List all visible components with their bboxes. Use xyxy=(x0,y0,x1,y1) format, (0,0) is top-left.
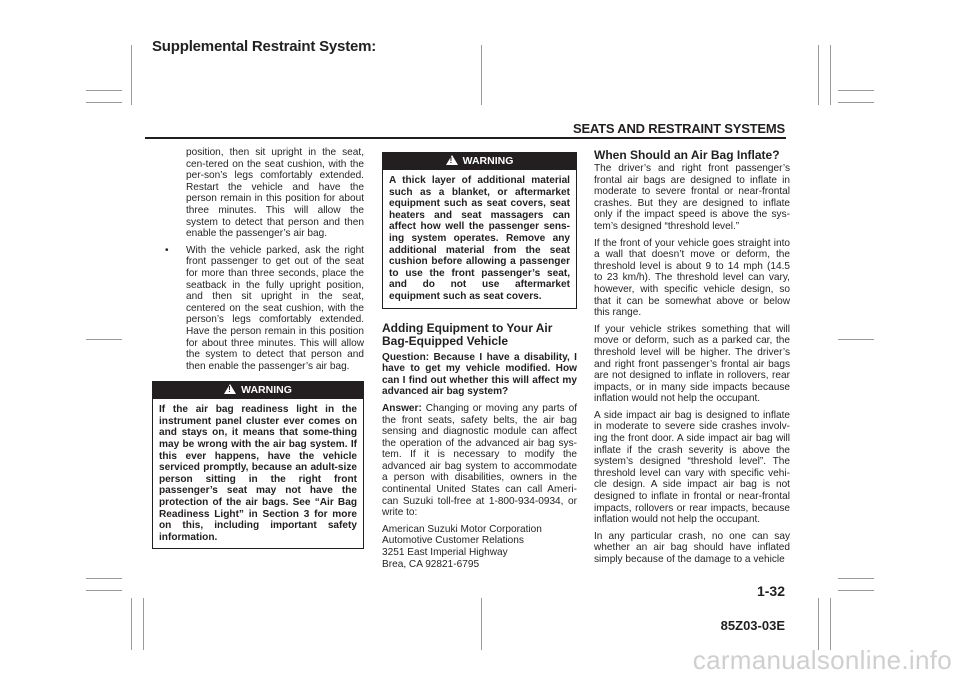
address-line: Automotive Customer Relations xyxy=(382,535,524,547)
site-watermark: carmanualsonline.info xyxy=(692,645,952,675)
warning-text: A thick layer of additional material such as a blanket, or aftermarket equipment such as seat covers, seat heaters and seat massagers can affect how well the passenger sens-ing system operates. Remove any additional material from the seat cushion before allowing a passenger to use the front passenger’s seat, and do not use aftermarket equipment such as seat covers. xyxy=(389,175,570,302)
column-right xyxy=(594,149,790,571)
header-rule xyxy=(145,137,786,139)
crop-mark xyxy=(86,590,122,591)
body-paragraph: If the front of your vehicle goes straight into a wall that doesn’t move or deform, the threshold level is about 9 to 14 mph (14.5 to 23 km/h). The threshold level can vary, however, with specific vehicle design, so that it can be somewhat above or below this range. xyxy=(594,237,790,319)
warning-triangle-icon xyxy=(446,155,458,165)
crop-mark xyxy=(143,598,144,650)
warning-header xyxy=(383,153,576,170)
section-heading-adding-equipment: Adding Equipment to Your Air Bag-Equipped Vehicle xyxy=(382,320,553,348)
column-left xyxy=(152,147,364,549)
crop-mark xyxy=(481,598,482,650)
column-middle xyxy=(382,152,577,570)
warning-box-thick-material xyxy=(382,152,577,309)
warning-header xyxy=(153,382,363,399)
warning-text: If the air bag readiness light in the instrument panel cluster ever comes on and stays on, it means that some-thing may be wrong with the air bag system. If this ever happens, have the vehicle serviced promptly, because an adult-size person sitting in the right front passenger’s seat may not have the protection of the air bags. See “Air Bag Readiness Light” in Section 3 for more on this, including important safety information. xyxy=(159,404,357,543)
crop-mark xyxy=(818,598,819,650)
crop-mark xyxy=(131,45,132,105)
bullet-item xyxy=(152,245,364,373)
page-number: 1-32 xyxy=(756,583,785,599)
crop-mark xyxy=(818,45,819,105)
warning-triangle-icon xyxy=(224,384,236,394)
answer-label: Answer: xyxy=(382,402,422,414)
body-paragraph: A side impact air bag is designed to inflate in moderate to severe side crashes involv-ing the front door. A side impact air bag will inflate if the crash severity is above the system’s designed “threshold level”. The threshold level can vary with specific vehi-cle design. A side impact air bag is not designed to inflate in frontal or near-frontal impacts, rollovers or rear impacts, because inflation would not help the occupant. xyxy=(594,409,790,526)
continued-paragraph: position, then sit upright in the seat, cen-tered on the seat cushion, with the per-son’s legs comfortably extended. Restart the vehicle and have the person remain in this position for about three minutes. This will allow the system to detect that person and then enable the passenger’s air bag. xyxy=(186,147,364,240)
warning-box-readiness-light xyxy=(152,381,364,549)
bullet-text: With the vehicle parked, ask the right front passenger to get out of the seat for more than three seconds, place the seatback in the fully upright position, and then sit upright in the seat, centered on the seat cushion, with the person’s legs comfortably extended. Have the person remain in this position for about three minutes. This will allow the system to detect that person and then enable the passenger’s air bag. xyxy=(186,244,364,372)
warning-label: WARNING xyxy=(462,155,514,167)
body-paragraph: The driver’s and right front passenger’s frontal air bags are designed to inflate in moderate to severe frontal or near-frontal crashes. But they are designed to inflate only if the impact speed is above the sys-tem’s designed “threshold level.” xyxy=(594,163,790,232)
crop-mark xyxy=(830,598,831,650)
document-code: 85Z03-03E xyxy=(720,618,785,633)
mailing-address xyxy=(382,524,577,570)
crop-mark xyxy=(481,45,482,105)
question-paragraph: Question: Because I have a disability, I have to get my vehicle modified. How can I find out whether this will affect my advanced air bag system? xyxy=(382,351,577,398)
crop-mark xyxy=(838,590,874,591)
crop-mark xyxy=(838,102,874,103)
address-line: 3251 East Imperial Highway xyxy=(382,547,508,559)
warning-label: WARNING xyxy=(241,384,292,397)
address-line: American Suzuki Motor Corporation xyxy=(382,523,542,535)
address-line: Brea, CA 92821-6795 xyxy=(382,558,480,570)
bullet-mark: • xyxy=(165,244,169,256)
body-paragraph: In any particular crash, no one can say whether an air bag should have inflated simply because of the damage to a vehicle xyxy=(594,530,790,565)
crop-mark xyxy=(86,102,122,103)
section-heading-when-inflate: When Should an Air Bag Inflate? xyxy=(594,148,780,162)
crop-mark xyxy=(86,578,122,579)
chapter-title: SEATS AND RESTRAINT SYSTEMS xyxy=(572,121,785,136)
crop-mark xyxy=(838,90,874,91)
crop-mark xyxy=(838,339,874,340)
answer-paragraph xyxy=(382,403,577,519)
crop-mark xyxy=(838,578,874,579)
section-title: Supplemental Restraint System: xyxy=(152,38,377,55)
crop-mark xyxy=(86,339,122,340)
crop-mark xyxy=(131,598,132,650)
answer-text: Changing or moving any parts of the front seats, safety belts, the air bag sensing and diagnostic module can affect the operation of the advanced air bag sys-tem. If it is necessary to modify the advanced air bag system to accommodate a person with disabilities, owners in the continental United States can call Ameri-can Suzuki toll-free at 1-800-934-0934, or write to: xyxy=(382,402,577,519)
crop-mark xyxy=(830,45,831,105)
crop-mark xyxy=(86,90,122,91)
body-paragraph: If your vehicle strikes something that will move or deform, such as a parked car, the threshold level will be higher. The driver’s and right front passenger’s frontal air bags are not designed to inflate in rollovers, rear impacts, or in many side impacts because inflation would not help the occupant. xyxy=(594,323,790,405)
